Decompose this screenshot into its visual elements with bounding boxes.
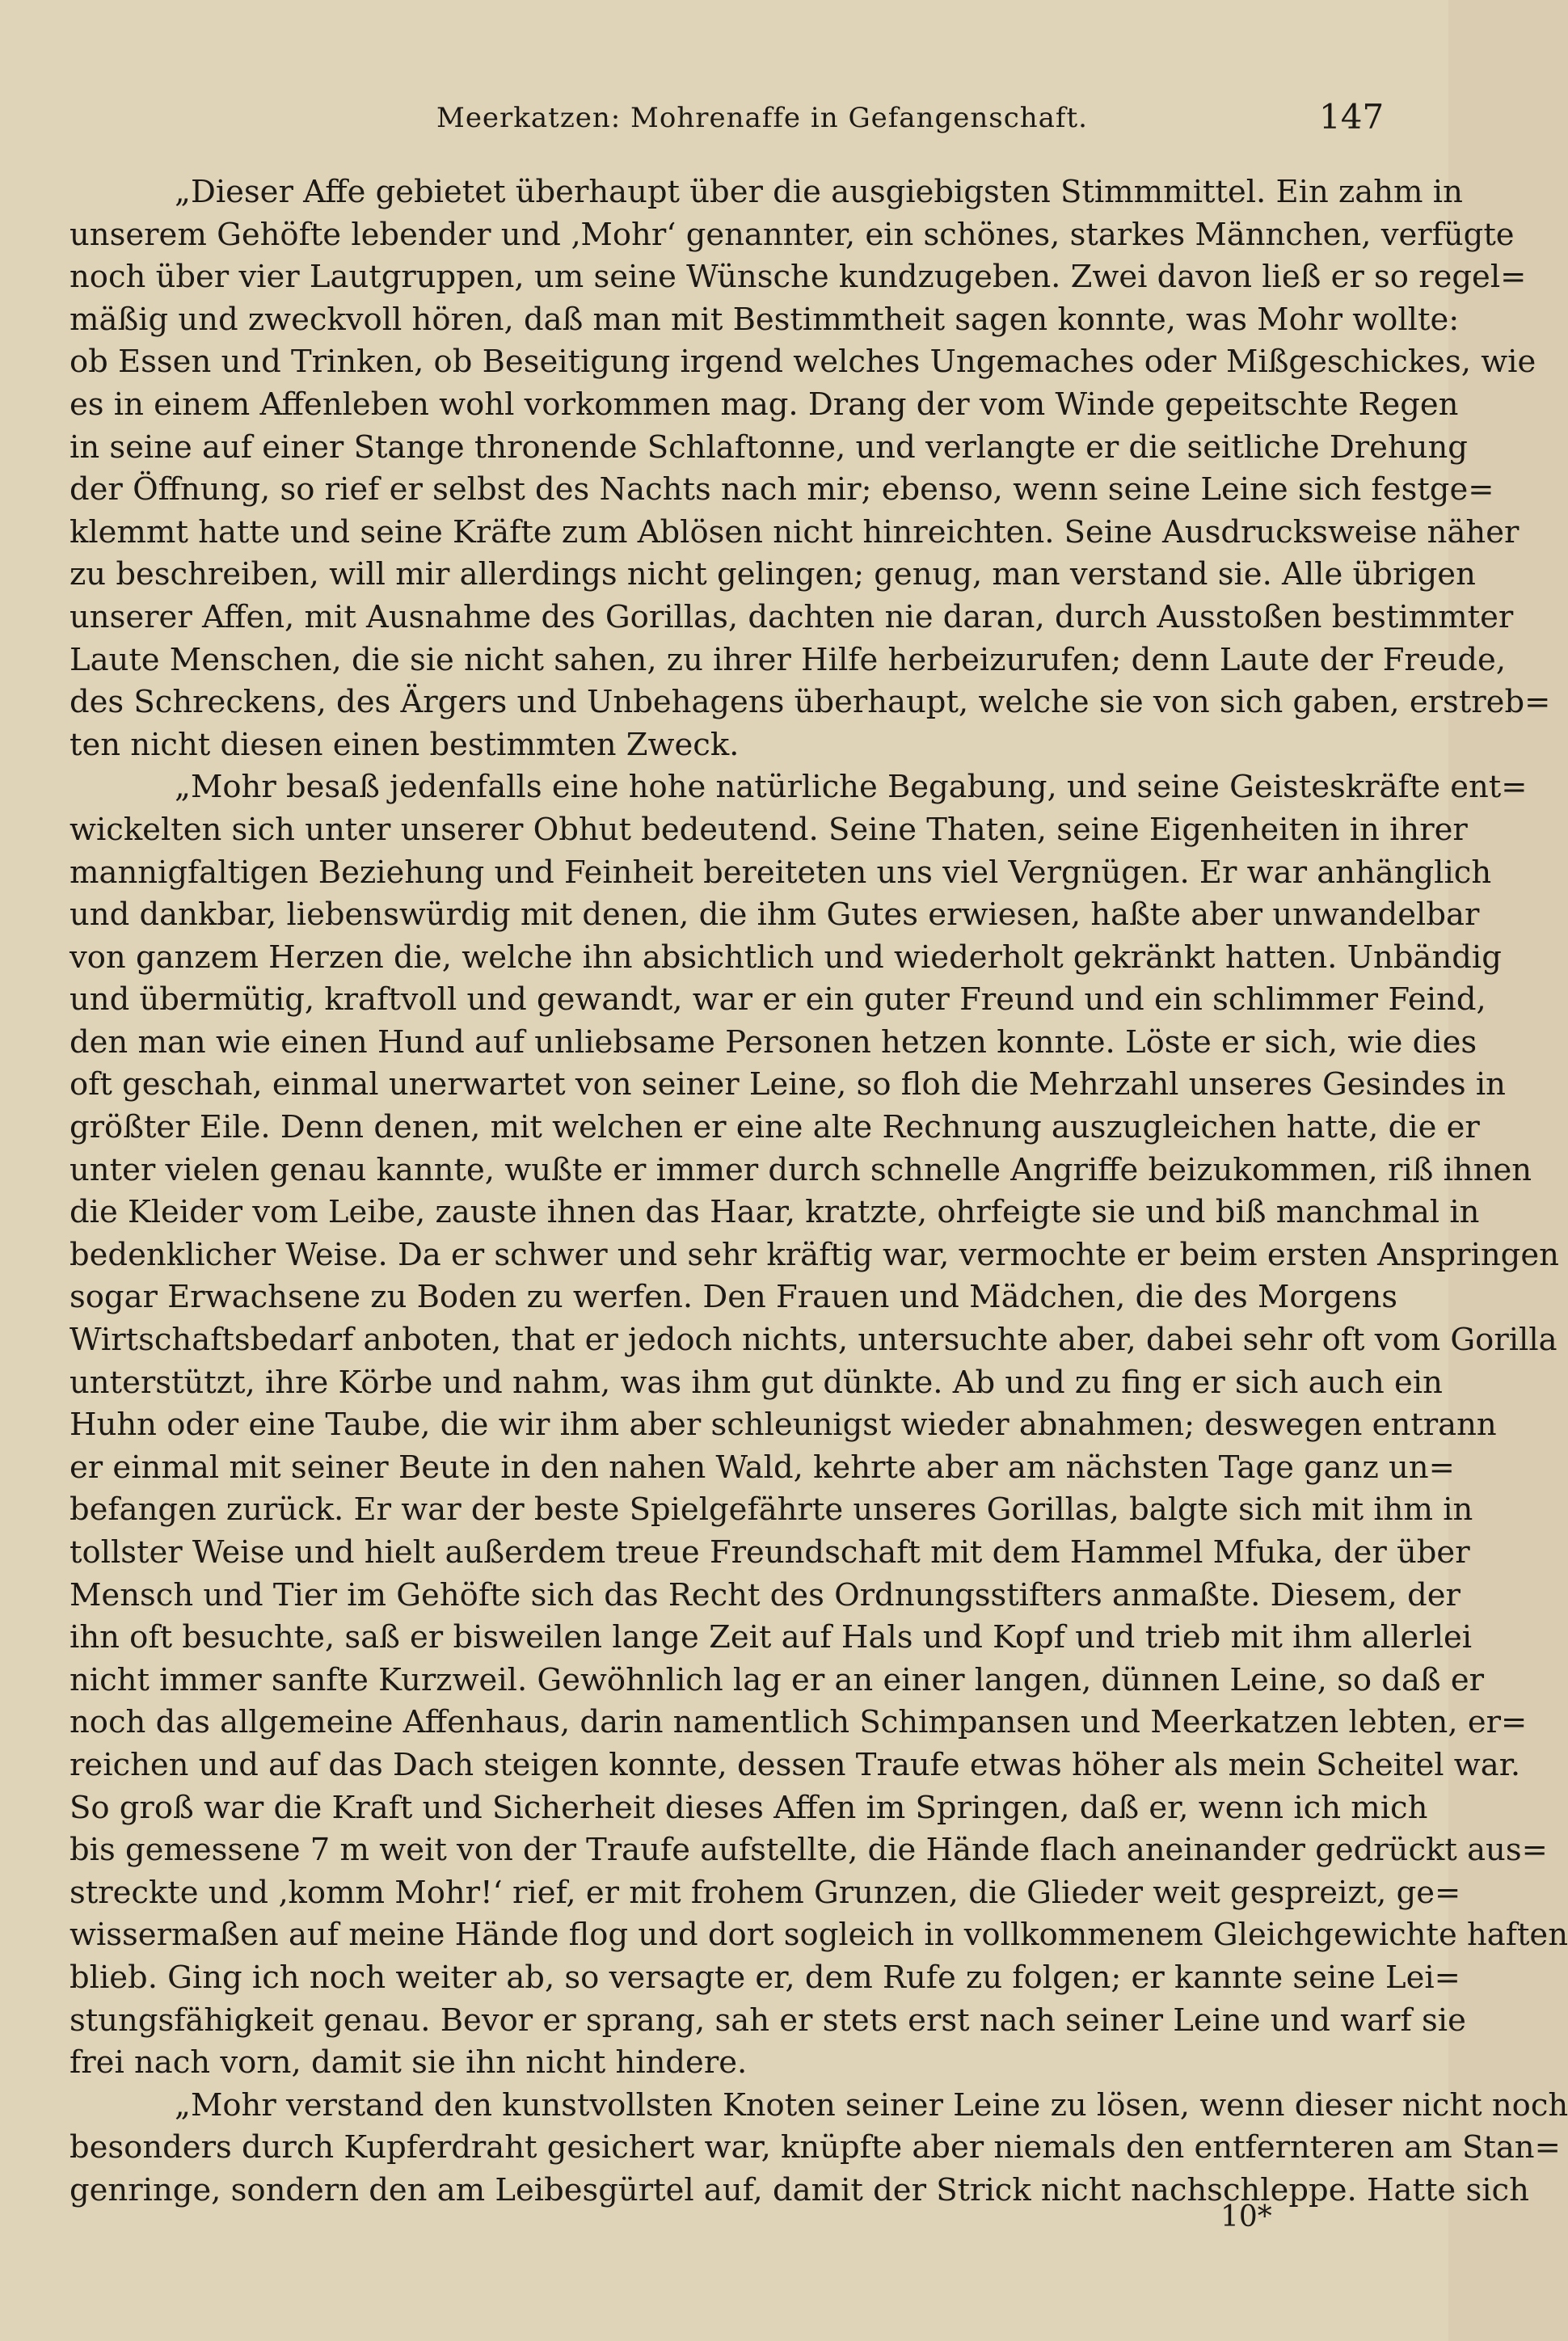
text-line: „Mohr verstand den kunstvollsten Knoten seiner Leine zu lösen, wenn dieser nicht noch <box>175 2086 1568 2124</box>
text-line: der Öffnung, so rief er selbst des Nachts nach mir; ebenso, wenn seine Leine sich festge= <box>70 471 1494 508</box>
text-line: nicht immer sanfte Kurzweil. Gewöhnlich lag er an einer langen, dünnen Leine, so daß er <box>70 1661 1485 1698</box>
text-line: des Schreckens, des Ärgers und Unbehagens überhaupt, welche sie von sich gaben, erstreb= <box>70 684 1551 721</box>
text-line: genringe, sondern den am Leibesgürtel auf, damit der Strick nicht nachschleppe. Hatte sich <box>70 2171 1529 2208</box>
text-line: blieb. Ging ich noch weiter ab, so versagte er, dem Rufe zu folgen; er kannte seine Lei= <box>70 1959 1461 1996</box>
text-line: oft geschah, einmal unerwartet von seiner Leine, so floh die Mehrzahl unseres Gesindes in <box>70 1066 1506 1103</box>
paragraph <box>70 171 1551 766</box>
text-line: Mensch und Tier im Gehöfte sich das Recht des Ordnungsstifters anmaßte. Diesem, der <box>70 1576 1461 1613</box>
text-line: mannigfaltigen Beziehung und Feinheit bereiteten uns viel Vergnügen. Er war anhänglich <box>70 854 1492 891</box>
text-line: sogar Erwachsene zu Boden zu werfen. Den Frauen und Mädchen, die des Morgens <box>70 1279 1397 1316</box>
text-line: er einmal mit seiner Beute in den nahen Wald, kehrte aber am nächsten Tage ganz un= <box>70 1449 1455 1486</box>
text-line: ten nicht diesen einen bestimmten Zweck. <box>70 726 740 763</box>
text-line: „Mohr besaß jedenfalls eine hohe natürliche Begabung, und seine Geisteskräfte ent= <box>175 769 1528 806</box>
text-line: „Dieser Affe gebietet überhaupt über die ausgiebigsten Stimmmittel. Ein zahm in <box>175 174 1463 210</box>
text-line: wissermaßen auf meine Hände flog und dort sogleich in vollkommenem Gleichgewichte haften <box>70 1917 1568 1954</box>
text-line: klemmt hatte und seine Kräfte zum Ablösen nicht hinreichten. Seine Ausdrucksweise näher <box>70 513 1520 550</box>
running-head: Meerkatzen: Mohrenaffe in Gefangenschaft. <box>436 102 1088 134</box>
text-line: unter vielen genau kannte, wußte er immer durch schnelle Angriffe beizukommen, riß ihnen <box>70 1151 1532 1188</box>
text-line: die Kleider vom Leibe, zauste ihnen das Haar, kratzte, ohrfeigte sie und biß manchmal in <box>70 1194 1480 1231</box>
text-line: und dankbar, liebenswürdig mit denen, die ihm Gutes erwiesen, haßte aber unwandelbar <box>70 896 1480 934</box>
text-line: besonders durch Kupferdraht gesichert war, knüpfte aber niemals den entfernteren am Stan= <box>70 2129 1561 2166</box>
text-line: bis gemessene 7 m weit von der Traufe aufstellte, die Hände flach aneinander gedrückt aus= <box>70 1832 1548 1869</box>
text-line: noch das allgemeine Affenhaus, darin namentlich Schimpansen und Meerkatzen lebten, er= <box>70 1704 1528 1741</box>
text-line: Wirtschaftsbedarf anboten, that er jedoch nichts, untersuchte aber, dabei sehr oft vom Gorilla <box>70 1322 1557 1359</box>
signature-mark: 10* <box>1220 2200 1272 2233</box>
page-header <box>0 95 1448 144</box>
text-line: befangen zurück. Er war der beste Spielgefährte unseres Gorillas, balgte sich mit ihm in <box>70 1491 1473 1529</box>
text-line: So groß war die Kraft und Sicherheit dieses Affen im Springen, daß er, wenn ich mich <box>70 1789 1428 1826</box>
text-line: unserem Gehöfte lebender und ‚Mohr‘ genannter, ein schönes, starkes Männchen, verfügte <box>70 216 1515 253</box>
text-line: stungsfähigkeit genau. Bevor er sprang, sah er stets erst nach seiner Leine und warf sie <box>70 2001 1466 2039</box>
text-line: Huhn oder eine Taube, die wir ihm aber schleunigst wieder abnahmen; deswegen entrann <box>70 1407 1497 1444</box>
text-line: Laute Menschen, die sie nicht sahen, zu ihrer Hilfe herbeizurufen; denn Laute der Freude, <box>70 641 1507 678</box>
text-line: bedenklicher Weise. Da er schwer und sehr kräftig war, vermochte er beim ersten Anspringen <box>70 1236 1559 1273</box>
text-line: den man wie einen Hund auf unliebsame Personen hetzen konnte. Löste er sich, wie dies <box>70 1023 1477 1061</box>
paragraph <box>70 766 1568 2084</box>
text-line: wickelten sich unter unserer Obhut bedeutend. Seine Thaten, seine Eigenheiten in ihrer <box>70 811 1468 848</box>
text-line: noch über vier Lautgruppen, um seine Wünsche kundzugeben. Zwei davon ließ er so regel= <box>70 259 1527 296</box>
text-line: frei nach vorn, damit sie ihn nicht hindere. <box>70 2044 748 2082</box>
text-line: unterstützt, ihre Körbe und nahm, was ihm gut dünkte. Ab und zu fing er sich auch ein <box>70 1364 1443 1401</box>
text-line: reichen und auf das Dach steigen konnte, dessen Traufe etwas höher als mein Scheitel war. <box>70 1746 1521 1783</box>
text-line: ihn oft besuchte, saß er bisweilen lange Zeit auf Hals und Kopf und trieb mit ihm allerlei <box>70 1619 1473 1656</box>
text-line: in seine auf einer Stange thronende Schlaftonne, und verlangte er die seitliche Drehung <box>70 428 1468 466</box>
text-line: ob Essen und Trinken, ob Beseitigung irgend welches Ungemaches oder Mißgeschickes, wie <box>70 344 1536 381</box>
body-text <box>70 171 1568 2212</box>
text-line: tollster Weise und hielt außerdem treue Freundschaft mit dem Hammel Mfuka, der über <box>70 1534 1470 1571</box>
text-line: größter Eile. Denn denen, mit welchen er eine alte Rechnung auszugleichen hatte, die er <box>70 1109 1480 1146</box>
text-line: unserer Affen, mit Ausnahme des Gorillas, dachten nie daran, durch Ausstoßen bestimmter <box>70 598 1514 635</box>
text-line: streckte und ‚komm Mohr!‘ rief, er mit frohem Grunzen, die Glieder weit gespreizt, ge= <box>70 1874 1461 1911</box>
text-line: zu beschreiben, will mir allerdings nicht gelingen; genug, man verstand sie. Alle übrigen <box>70 556 1476 593</box>
page-number: 147 <box>1319 97 1385 137</box>
text-line: von ganzem Herzen die, welche ihn absichtlich und wiederholt gekränkt hatten. Unbändig <box>70 939 1502 976</box>
text-line: mäßig und zweckvoll hören, daß man mit Bestimmtheit sagen konnte, was Mohr wollte: <box>70 301 1460 338</box>
paragraph <box>70 2085 1568 2212</box>
text-line: es in einem Affenleben wohl vorkommen mag. Drang der vom Winde gepeitschte Regen <box>70 386 1459 423</box>
text-line: und übermütig, kraftvoll und gewandt, war er ein guter Freund und ein schlimmer Feind, <box>70 981 1486 1019</box>
